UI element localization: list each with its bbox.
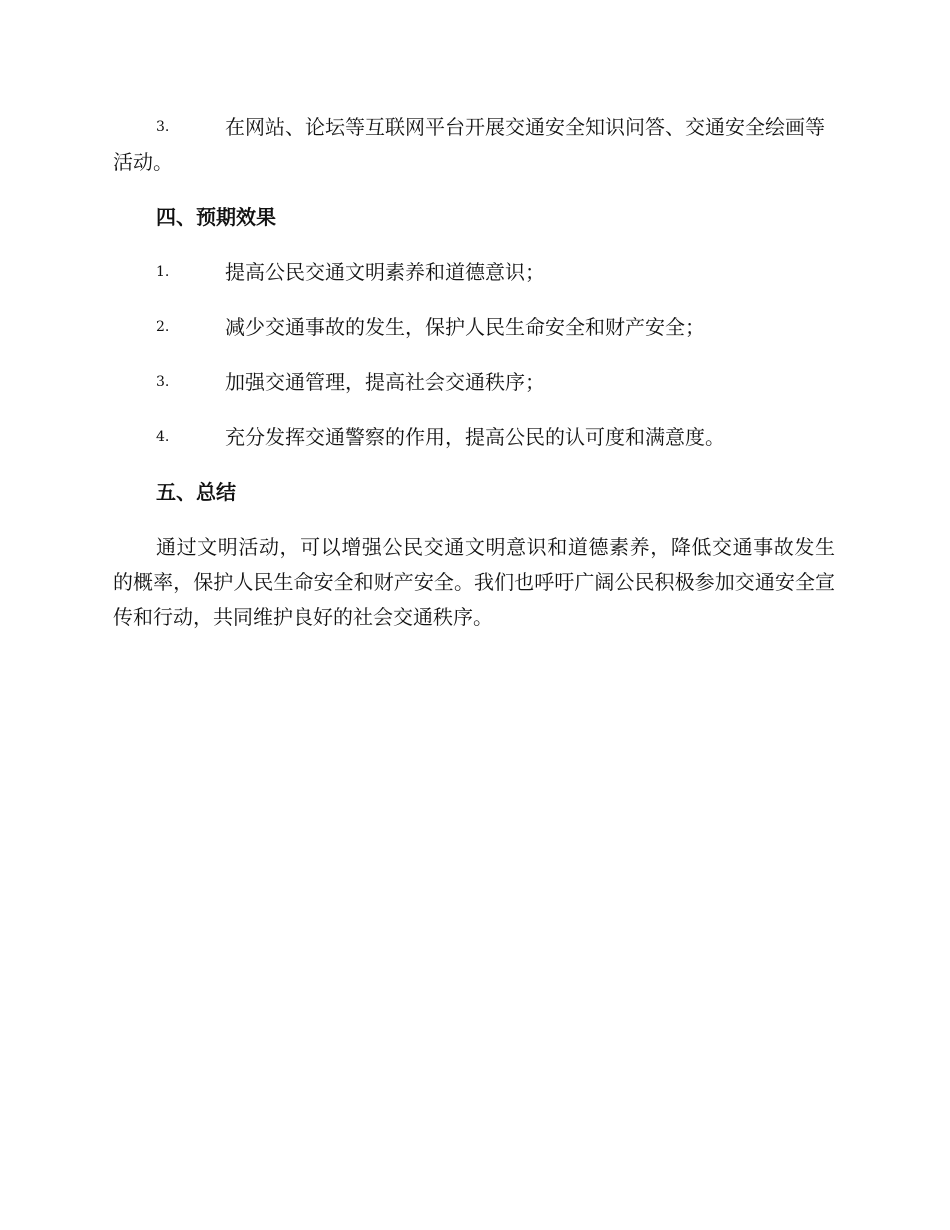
list-text: 减少交通事故的发生，保护人民生命安全和财产安全； <box>225 315 705 339</box>
list-item <box>113 255 835 290</box>
list-item <box>113 110 835 180</box>
document-body <box>113 110 835 635</box>
list-number: 3. <box>156 119 170 135</box>
list-number: 3. <box>156 374 170 390</box>
list-number: 1. <box>156 264 170 280</box>
list-text: 加强交通管理，提高社会交通秩序； <box>225 370 545 394</box>
list-item <box>113 310 835 345</box>
section-heading-expected-effects: 四、预期效果 <box>156 205 276 229</box>
list-number: 2. <box>156 319 170 335</box>
section-heading-summary: 五、总结 <box>156 480 236 504</box>
list-item <box>113 420 835 455</box>
summary-paragraph: 通过文明活动，可以增强公民交通文明意识和道德素养，降低交通事故发生的概率，保护人民生命安全和财产安全。我们也呼吁广阔公民积极参加交通安全宣传和行动，共同维护良好的社会交通秩序。 <box>113 535 835 629</box>
list-text: 提高公民交通文明素养和道德意识； <box>225 260 545 284</box>
list-number: 4. <box>156 429 170 445</box>
list-text: 充分发挥交通警察的作用，提高公民的认可度和满意度。 <box>225 425 725 449</box>
list-item <box>113 365 835 400</box>
list-text: 在网站、论坛等互联网平台开展交通安全知识问答、交通安全绘画等活动。 <box>113 115 825 174</box>
